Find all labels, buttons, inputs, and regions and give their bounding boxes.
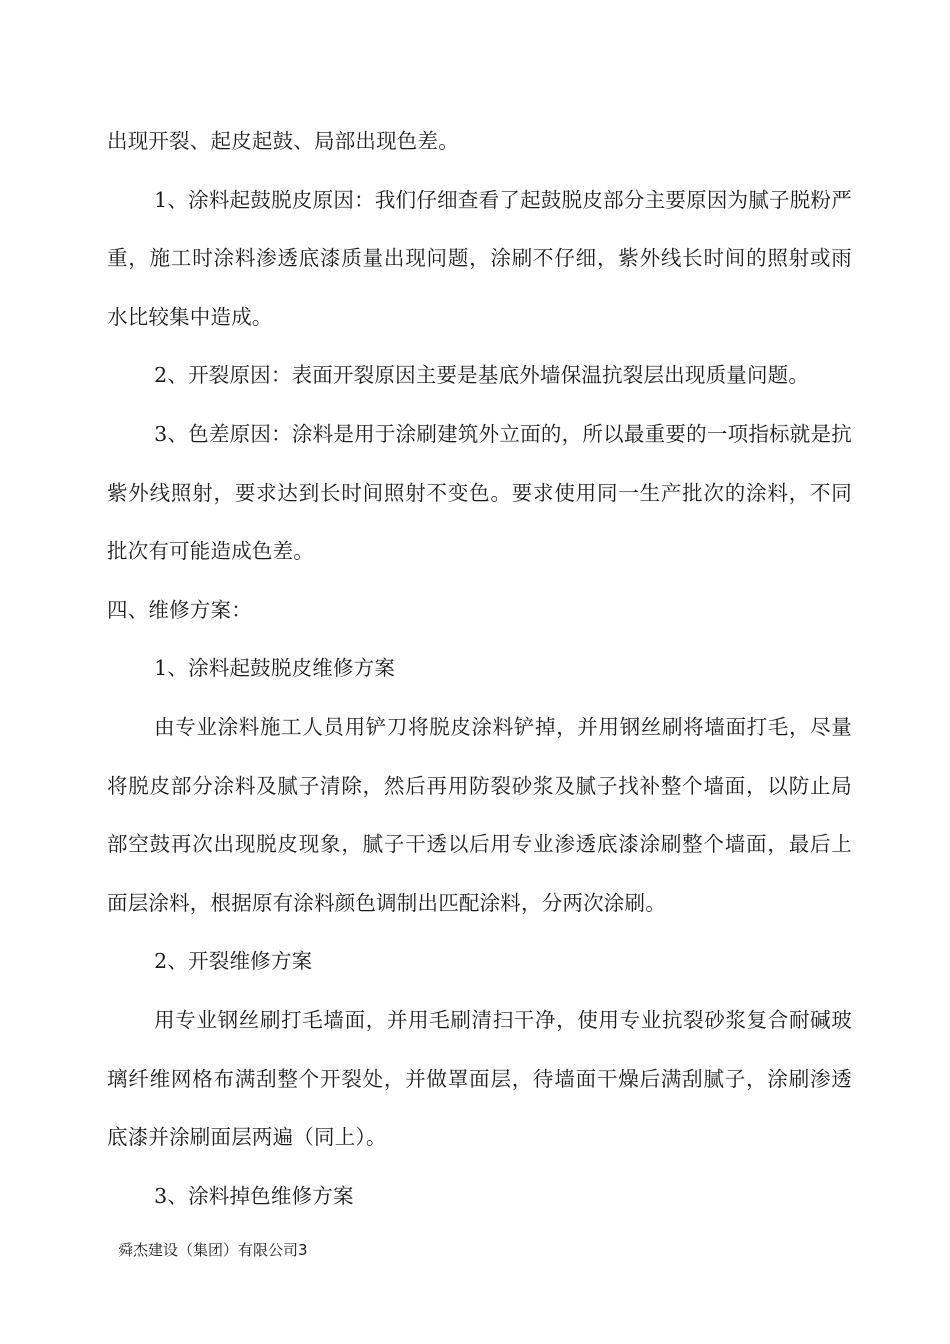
document-body xyxy=(107,112,852,1225)
section-heading-repair-plan: 四、维修方案： xyxy=(107,597,252,622)
subheading-cracking-repair: 2、开裂维修方案 xyxy=(154,949,313,974)
page-footer: 舜杰建设（集团）有限公司3 xyxy=(118,1241,308,1259)
paragraph-color-difference-cause: 3、色差原因：涂料是用于涂刷建筑外立面的，所以最重要的一项指标就是抗紫外线照射，要求达到长时间照射不变色。要求使用同一生产批次的涂料，不同批次有可能造成色差。 xyxy=(107,421,852,564)
paragraph-peeling-repair: 由专业涂料施工人员用铲刀将脱皮涂料铲掉，并用钢丝刷将墙面打毛，尽量将脱皮部分涂料及腻子清除，然后再用防裂砂浆及腻子找补整个墙面，以防止局部空鼓再次出现脱皮现象，腻子干透以后用专业渗透底漆涂刷整个墙面，最后上面层涂料，根据原有涂料颜色调制出匹配涂料，分两次涂刷。 xyxy=(107,714,852,915)
paragraph-continuation: 出现开裂、起皮起鼓、局部出现色差。 xyxy=(107,129,459,153)
paragraph-peeling-cause: 1、涂料起鼓脱皮原因：我们仔细查看了起鼓脱皮部分主要原因为腻子脱粉严重，施工时涂料渗透底漆质量出现问题，涂刷不仔细，紫外线长时间的照射或雨水比较集中造成。 xyxy=(107,187,852,329)
subheading-peeling-repair: 1、涂料起鼓脱皮维修方案 xyxy=(154,656,396,681)
subheading-fading-repair: 3、涂料掉色维修方案 xyxy=(154,1183,354,1208)
paragraph-cracking-repair: 用专业钢丝刷打毛墙面，并用毛刷清扫干净，使用专业抗裂砂浆复合耐碱玻璃纤维网格布满刮整个开裂处，并做罩面层，待墙面干燥后满刮腻子，涂刷渗透底漆并涂刷面层两遍（同上）。 xyxy=(107,1007,852,1150)
paragraph-cracking-cause: 2、开裂原因：表面开裂原因主要是基底外墙保温抗裂层出现质量问题。 xyxy=(154,363,810,388)
